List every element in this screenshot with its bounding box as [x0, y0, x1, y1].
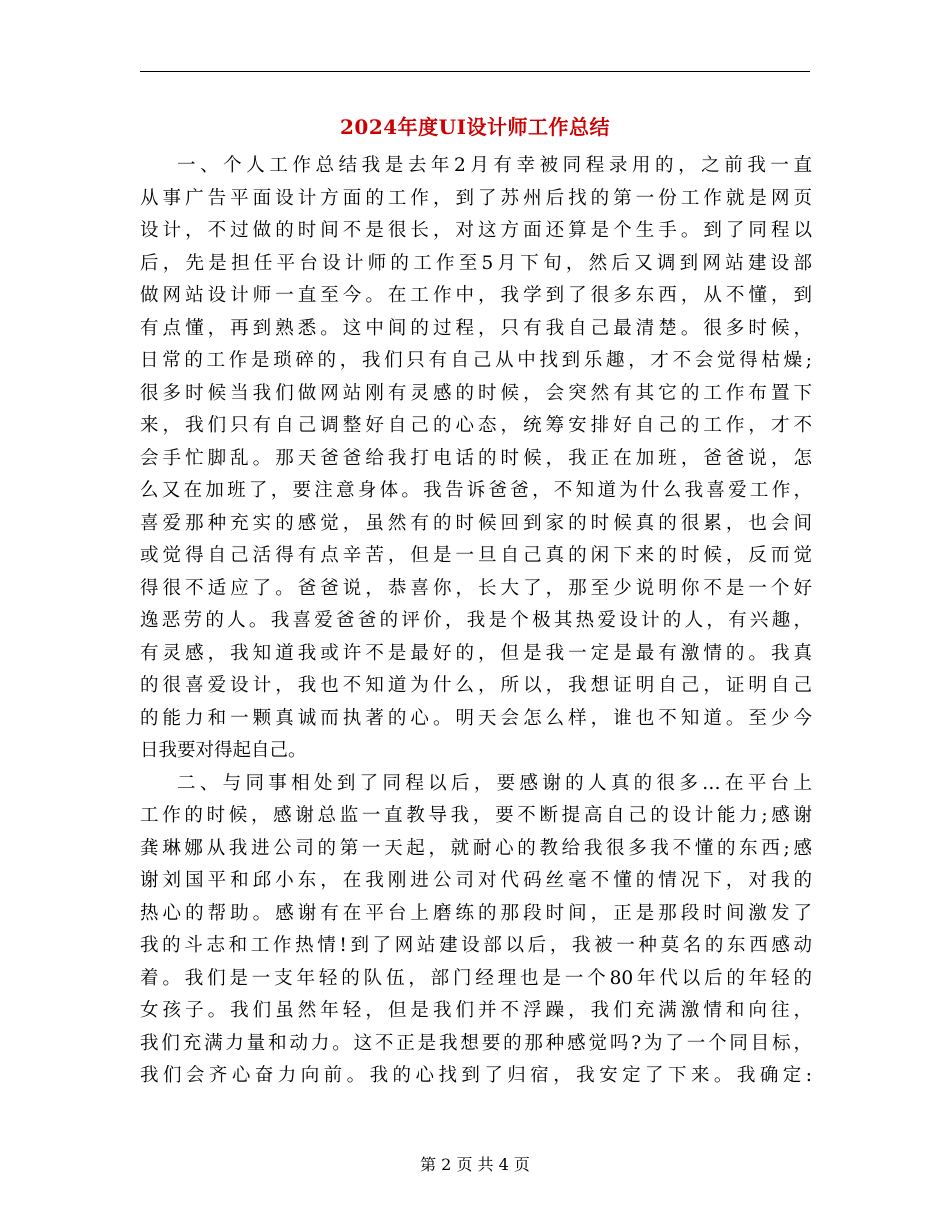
paragraph-2-line: 我的斗志和工作热情!到了网站建设部以后，我被一种莫名的东西感动	[140, 935, 812, 956]
paragraph-2-line: 热心的帮助。感谢有在平台上磨练的那段时间，正是那段时间激发了	[140, 902, 812, 924]
document-body	[140, 150, 812, 1093]
paragraph-2-line: 着。我们是一支年轻的队伍，部门经理也是一个80年代以后的年轻的	[140, 967, 812, 989]
paragraph-2-line: 龚琳娜从我进公司的第一天起，就耐心的教给我很多我不懂的东西;感	[140, 837, 812, 859]
paragraph-2-line: 我们充满力量和动力。这不正是我想要的那种感觉吗?为了一个同目标，	[140, 1032, 812, 1054]
paragraph-1-line: 设计，不过做的时间不是很长，对这方面还算是个生手。到了同程以	[140, 220, 812, 241]
paragraph-1-line: 日我要对得起自己。	[140, 740, 307, 761]
paragraph-1-line: 喜爱那种充实的感觉，虽然有的时候回到家的时候真的很累，也会间	[140, 512, 812, 534]
paragraph-1-line: 日常的工作是琐碎的，我们只有自己从中找到乐趣，才不会觉得枯燥;	[140, 350, 812, 371]
paragraph-1-line: 的能力和一颗真诚而执著的心。明天会怎么样，谁也不知道。至少今	[140, 707, 812, 729]
paragraph-2-line: 我们会齐心奋力向前。我的心找到了归宿，我安定了下来。我确定:	[140, 1065, 812, 1086]
paragraph-2-line: 二、与同事相处到了同程以后，要感谢的人真的很多…在平台上	[177, 772, 812, 794]
paragraph-1-line: 么又在加班了，要注意身体。我告诉爸爸，不知道为什么我喜爱工作，	[140, 480, 812, 501]
paragraph-2-line: 谢刘国平和邱小东，在我刚进公司对代码丝毫不懂的情况下，对我的	[140, 870, 812, 891]
paragraph-1-line: 得很不适应了。爸爸说，恭喜你，长大了，那至少说明你不是一个好	[140, 577, 812, 599]
paragraph-1-line: 很多时候当我们做网站刚有灵感的时候，会突然有其它的工作布置下	[140, 382, 812, 404]
paragraph-1-line: 有灵感，我知道我或许不是最好的，但是我一定是最有激情的。我真	[140, 642, 812, 664]
paragraph-1-line: 会手忙脚乱。那天爸爸给我打电话的时候，我正在加班，爸爸说，怎	[140, 447, 812, 469]
page-number-footer: 第 2 页 共 4 页	[420, 1155, 530, 1174]
paragraph-1-line: 一、个人工作总结我是去年2月有幸被同程录用的，之前我一直	[177, 155, 812, 176]
paragraph-1-line: 来，我们只有自己调整好自己的心态，统筹安排好自己的工作，才不	[140, 415, 812, 436]
document-title: 2024年度UI设计师工作总结	[340, 115, 610, 139]
paragraph-1-line: 的很喜爱设计，我也不知道为什么，所以，我想证明自己，证明自己	[140, 675, 812, 696]
paragraph-1-line: 逸恶劳的人。我喜爱爸爸的评价，我是个极其热爱设计的人，有兴趣，	[140, 610, 812, 631]
paragraph-1-line: 或觉得自己活得有点辛苦，但是一旦自己真的闲下来的时候，反而觉	[140, 545, 812, 566]
header-rule	[140, 71, 810, 72]
paragraph-1-line: 从事广告平面设计方面的工作，到了苏州后找的第一份工作就是网页	[140, 187, 812, 209]
paragraph-1-line: 后，先是担任平台设计师的工作至5月下旬，然后又调到网站建设部	[140, 252, 812, 274]
paragraph-2-line: 工作的时候，感谢总监一直教导我，要不断提高自己的设计能力;感谢	[140, 805, 812, 826]
paragraph-1-line: 做网站设计师一直至今。在工作中，我学到了很多东西，从不懂，到	[140, 285, 812, 306]
paragraph-1-line: 有点懂，再到熟悉。这中间的过程，只有我自己最清楚。很多时候，	[140, 317, 812, 339]
paragraph-2-line: 女孩子。我们虽然年轻，但是我们并不浮躁，我们充满激情和向往，	[140, 1000, 812, 1021]
